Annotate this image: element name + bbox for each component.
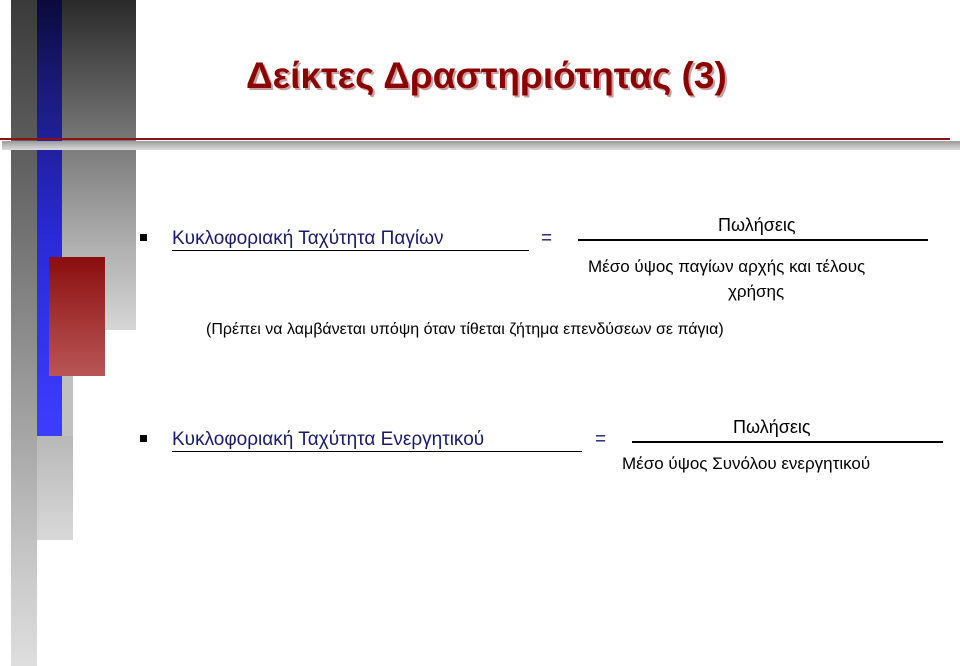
title-rule bbox=[0, 138, 960, 151]
bullet-icon bbox=[140, 435, 147, 442]
numerator: Πωλήσεις bbox=[733, 417, 811, 437]
numerator: Πωλήσεις bbox=[718, 215, 796, 235]
label-underline bbox=[172, 250, 529, 251]
equals-sign: = bbox=[541, 228, 553, 249]
bullet-icon bbox=[140, 234, 147, 241]
note-text: (Πρέπει να λαμβάνεται υπόψη όταν τίθεται ζήτημα επενδύσεων σε πάγια) bbox=[206, 321, 724, 338]
fixed-assets-turnover-label: Κυκλοφοριακή Ταχύτητα Παγίων bbox=[172, 228, 444, 249]
denominator-line-2: χρήσης bbox=[728, 282, 785, 301]
denominator: Μέσο ύψος Συνόλου ενεργητικού bbox=[622, 454, 871, 473]
decor-bar-gray-low bbox=[37, 436, 73, 540]
decor-bar-red bbox=[49, 257, 105, 376]
label-underline bbox=[172, 451, 582, 452]
total-assets-turnover-label: Κυκλοφοριακή Ταχύτητα Ενεργητικού bbox=[172, 429, 485, 450]
equals-sign: = bbox=[595, 429, 607, 450]
denominator-line-1: Μέσο ύψος παγίων αρχής και τέλους bbox=[588, 257, 866, 276]
slide-title: Δείκτες Δραστηριότητας (3) bbox=[246, 55, 727, 96]
fraction-line bbox=[632, 441, 943, 443]
fraction-line bbox=[578, 239, 928, 241]
decor-bar-gray-tall bbox=[11, 0, 37, 666]
